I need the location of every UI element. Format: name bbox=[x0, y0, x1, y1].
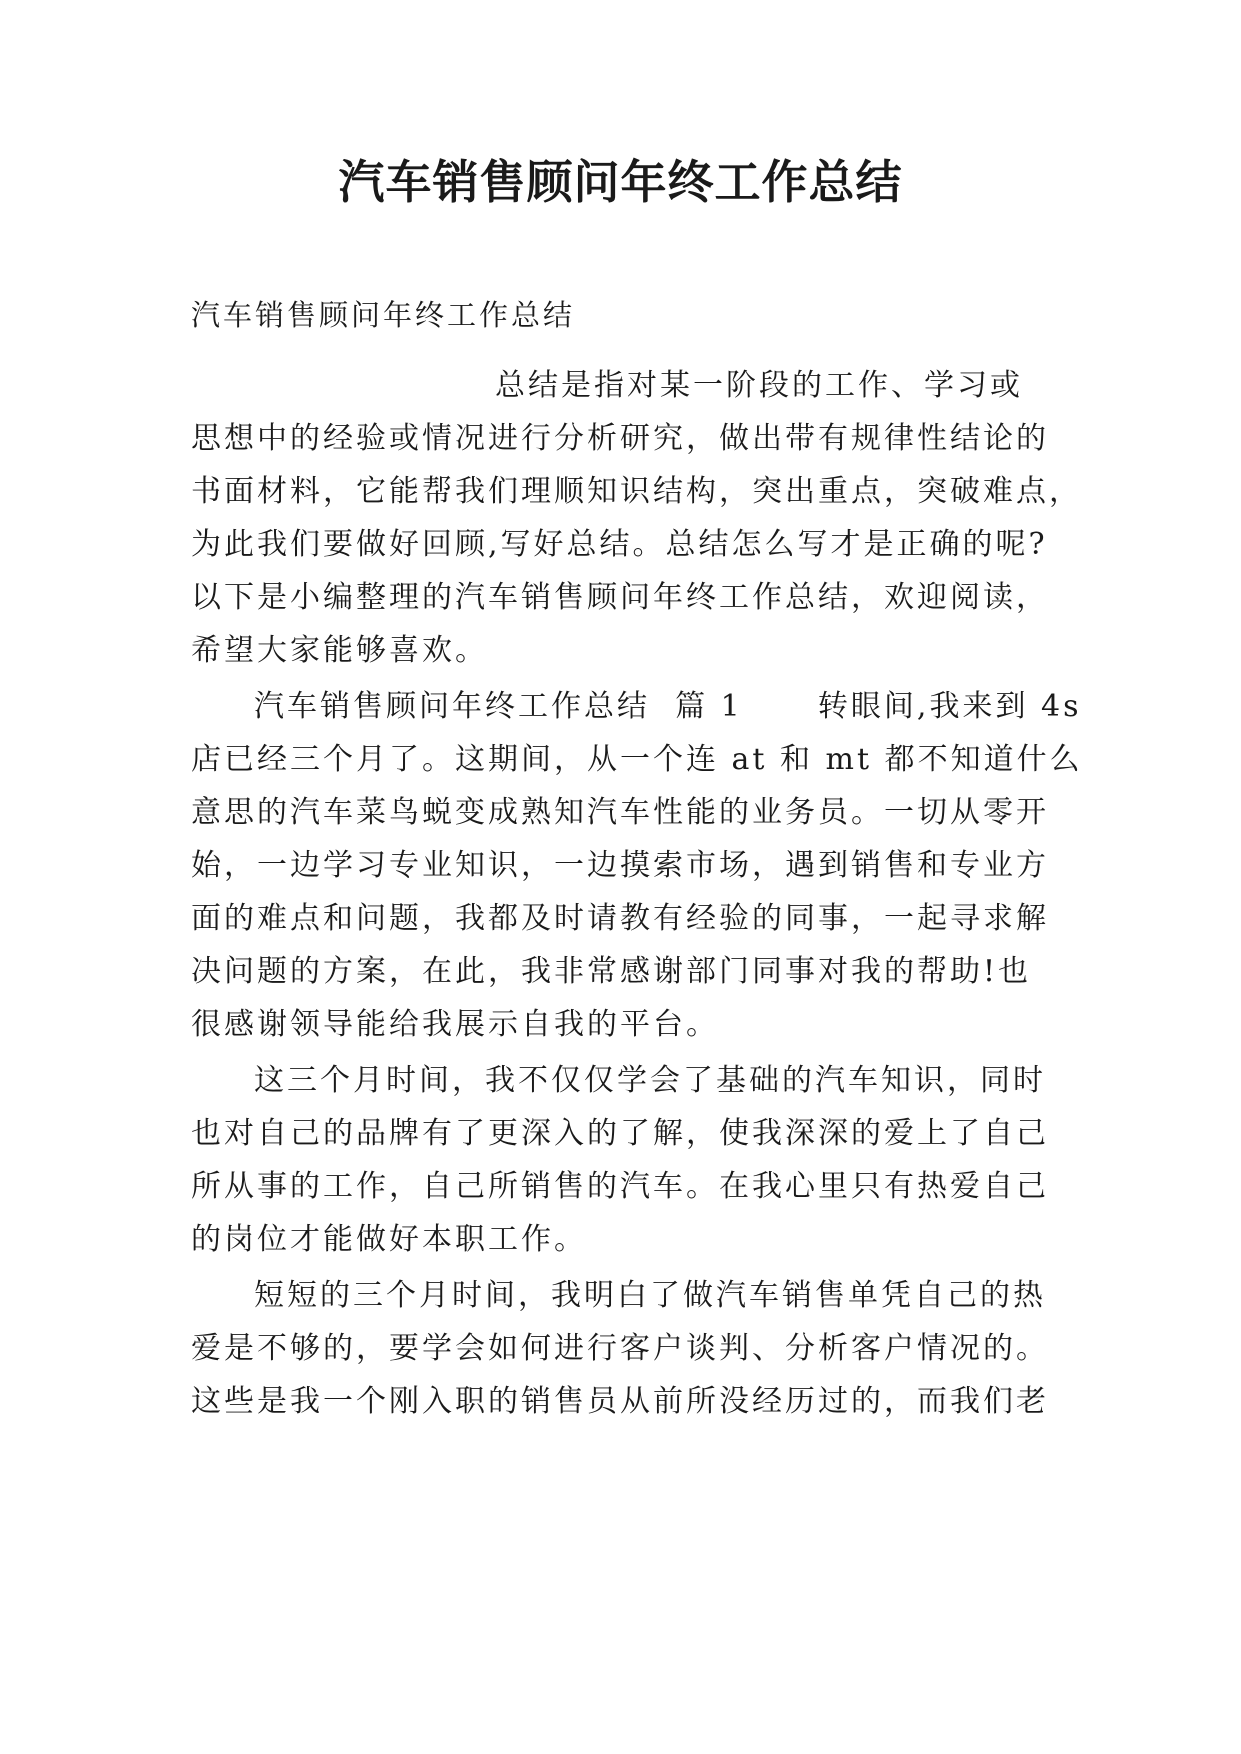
text-line: 希望大家能够喜欢。 bbox=[191, 633, 488, 668]
text-line: 思想中的经验或情况进行分析研究，做出带有规律性结论的 bbox=[191, 421, 1049, 456]
text-line: 为此我们要做好回顾,写好总结。总结怎么写才是正确的呢? bbox=[191, 527, 1048, 562]
text-line: 意思的汽车菜鸟蜕变成熟知汽车性能的业务员。一切从零开 bbox=[191, 795, 1049, 830]
text-line: 汽车销售顾问年终工作总结 篇 1 转眼间,我来到 4s bbox=[254, 689, 1082, 724]
text-line: 店已经三个月了。这期间，从一个连 at 和 mt 都不知道什么 bbox=[191, 742, 1083, 777]
document-title: 汽车销售顾问年终工作总结 bbox=[338, 155, 903, 209]
text-line: 爱是不够的，要学会如何进行客户谈判、分析客户情况的。 bbox=[191, 1331, 1049, 1366]
text-line: 这些是我一个刚入职的销售员从前所没经历过的，而我们老 bbox=[191, 1384, 1049, 1419]
text-line: 面的难点和问题，我都及时请教有经验的同事，一起寻求解 bbox=[191, 901, 1049, 936]
text-line: 很感谢领导能给我展示自我的平台。 bbox=[191, 1007, 719, 1042]
text-line: 这三个月时间，我不仅仅学会了基础的汽车知识，同时 bbox=[254, 1063, 1046, 1098]
text-line: 始，一边学习专业知识，一边摸索市场，遇到销售和专业方 bbox=[191, 848, 1049, 883]
text-line: 短短的三个月时间，我明白了做汽车销售单凭自己的热 bbox=[254, 1278, 1046, 1313]
text-line: 书面材料，它能帮我们理顺知识结构，突出重点，突破难点， bbox=[191, 474, 1082, 509]
document-subtitle: 汽车销售顾问年终工作总结 bbox=[191, 298, 576, 332]
text-line: 总结是指对某一阶段的工作、学习或 bbox=[495, 368, 1023, 403]
text-line: 所从事的工作，自己所销售的汽车。在我心里只有热爱自己 bbox=[191, 1169, 1049, 1204]
text-line: 决问题的方案，在此，我非常感谢部门同事对我的帮助!也 bbox=[191, 954, 1032, 989]
text-line: 也对自己的品牌有了更深入的了解，使我深深的爱上了自己 bbox=[191, 1116, 1049, 1151]
text-line: 以下是小编整理的汽车销售顾问年终工作总结，欢迎阅读， bbox=[191, 580, 1049, 615]
text-line: 的岗位才能做好本职工作。 bbox=[191, 1222, 587, 1257]
